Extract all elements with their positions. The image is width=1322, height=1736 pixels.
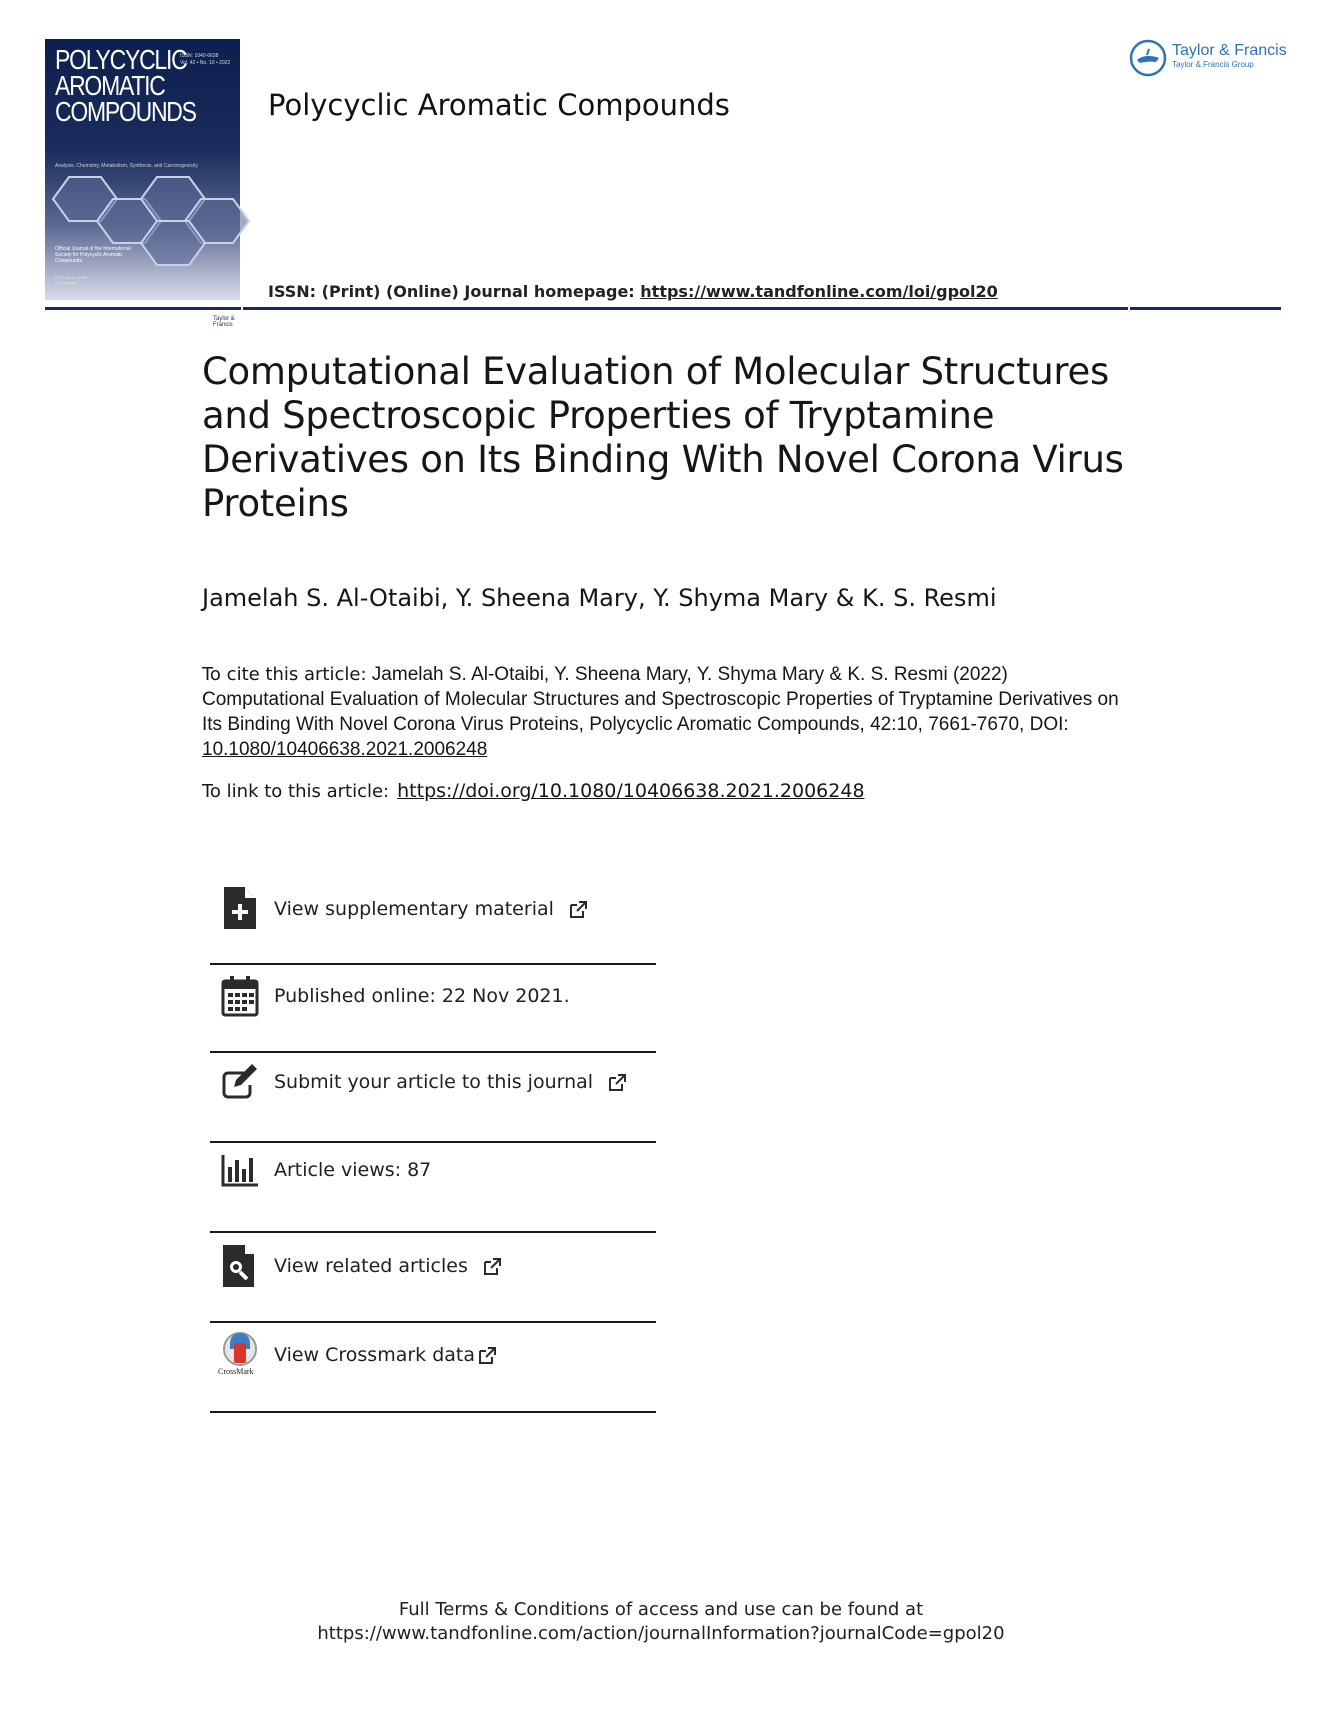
bar-chart-icon <box>220 1147 260 1193</box>
related-articles-label: View related articles <box>274 1255 468 1277</box>
footer-line-1: Full Terms & Conditions of access and use can be found at <box>398 1599 924 1620</box>
list-item-related[interactable] <box>210 1237 656 1323</box>
cover-editor: EDITOR-IN-CHIEF P. Garrigues <box>55 275 89 285</box>
supplementary-label: View supplementary material <box>274 898 554 920</box>
crossmark-icon <box>220 1331 260 1377</box>
publisher-group: Taylor & Francis Group <box>1172 60 1254 69</box>
submit-article-label: Submit your article to this journal <box>274 1071 594 1093</box>
divider <box>210 1411 656 1413</box>
list-item-supplementary[interactable] <box>210 871 656 957</box>
calendar-icon <box>220 973 260 1019</box>
external-link-icon <box>607 1073 627 1093</box>
publisher-name: Taylor & Francis <box>1172 42 1287 59</box>
citation-block <box>202 662 1122 762</box>
divider <box>210 963 656 965</box>
article-title: Computational Evaluation of Molecular Structures and Spectroscopic Properties of Tryptamine Derivatives on Its Binding With Novel Corona Virus Proteins <box>202 350 1124 525</box>
divider <box>210 1321 656 1323</box>
journal-cover-image <box>45 39 240 328</box>
cover-meta: ISSN: 1040-6638 Vol. 42 • No. 10 • 2022 <box>180 53 231 66</box>
link-label: To link to this article: <box>202 781 390 802</box>
crossmark-badge-icon <box>220 1331 260 1367</box>
header-divider-gap <box>1128 307 1130 310</box>
footer-url[interactable]: https://www.tandfonline.com/action/journalInformation?journalCode=gpol20 <box>317 1623 1005 1644</box>
article-views: Article views: 87 <box>274 1159 432 1181</box>
list-item-views <box>210 1147 656 1233</box>
cover-publisher: Taylor & Francis <box>213 316 235 328</box>
published-date: Published online: 22 Nov 2021. <box>274 985 570 1007</box>
cite-label: To cite this article: <box>202 664 367 685</box>
crossmark-label: View Crossmark data <box>274 1344 476 1366</box>
doi-link[interactable]: 10.1080/10406638.2021.2006248 <box>202 739 488 760</box>
crossmark-caption: CrossMark <box>218 1367 254 1376</box>
file-plus-icon <box>220 885 260 931</box>
header-divider <box>45 307 1281 310</box>
list-item-crossmark[interactable] <box>210 1327 656 1413</box>
header-divider-gap <box>241 307 243 310</box>
taylor-francis-lamp-icon <box>1128 38 1168 78</box>
edit-icon <box>220 1059 260 1105</box>
article-doi-url[interactable]: https://doi.org/10.1080/10406638.2021.2006248 <box>397 780 865 802</box>
divider <box>210 1051 656 1053</box>
cover-subtitle: Analysis, Chemistry, Metabolism, Synthesis, and Carcinogenicity <box>55 163 199 169</box>
article-link-line <box>202 780 865 802</box>
journal-title: Polycyclic Aromatic Compounds <box>268 88 730 122</box>
issn-line <box>268 282 998 301</box>
divider <box>210 1231 656 1233</box>
list-item-submit[interactable] <box>210 1057 656 1143</box>
list-item-published <box>210 971 656 1057</box>
cover-society: Official Journal of the International Society for Polycyclic Aromatic Compounds <box>55 246 131 264</box>
issn-text: ISSN: (Print) (Online) Journal homepage: <box>268 282 641 301</box>
publisher-logo <box>1128 38 1288 78</box>
cover-title: POLYCYCLIC AROMATIC COMPOUNDS <box>55 44 196 127</box>
article-authors: Jamelah S. Al-Otaibi, Y. Sheena Mary, Y. Shyma Mary & K. S. Resmi <box>202 584 997 612</box>
journal-homepage-link[interactable]: https://www.tandfonline.com/loi/gpol20 <box>640 282 998 301</box>
cite-text: Jamelah S. Al-Otaibi, Y. Sheena Mary, Y. Shyma Mary & K. S. Resmi (2022) Computational Evaluation of Molecular Structures and Spectroscopic Properties of Tryptamine Derivatives on Its Binding With Novel Corona Virus Proteins, Polycyclic Aromatic Compounds, 42:10, 7661-7670, DOI: <box>202 664 1119 735</box>
external-link-icon <box>482 1257 502 1277</box>
search-file-icon <box>220 1243 260 1289</box>
divider <box>210 1141 656 1143</box>
external-link-icon <box>568 900 588 920</box>
external-link-icon <box>477 1346 497 1366</box>
terms-footer <box>0 1598 1322 1646</box>
